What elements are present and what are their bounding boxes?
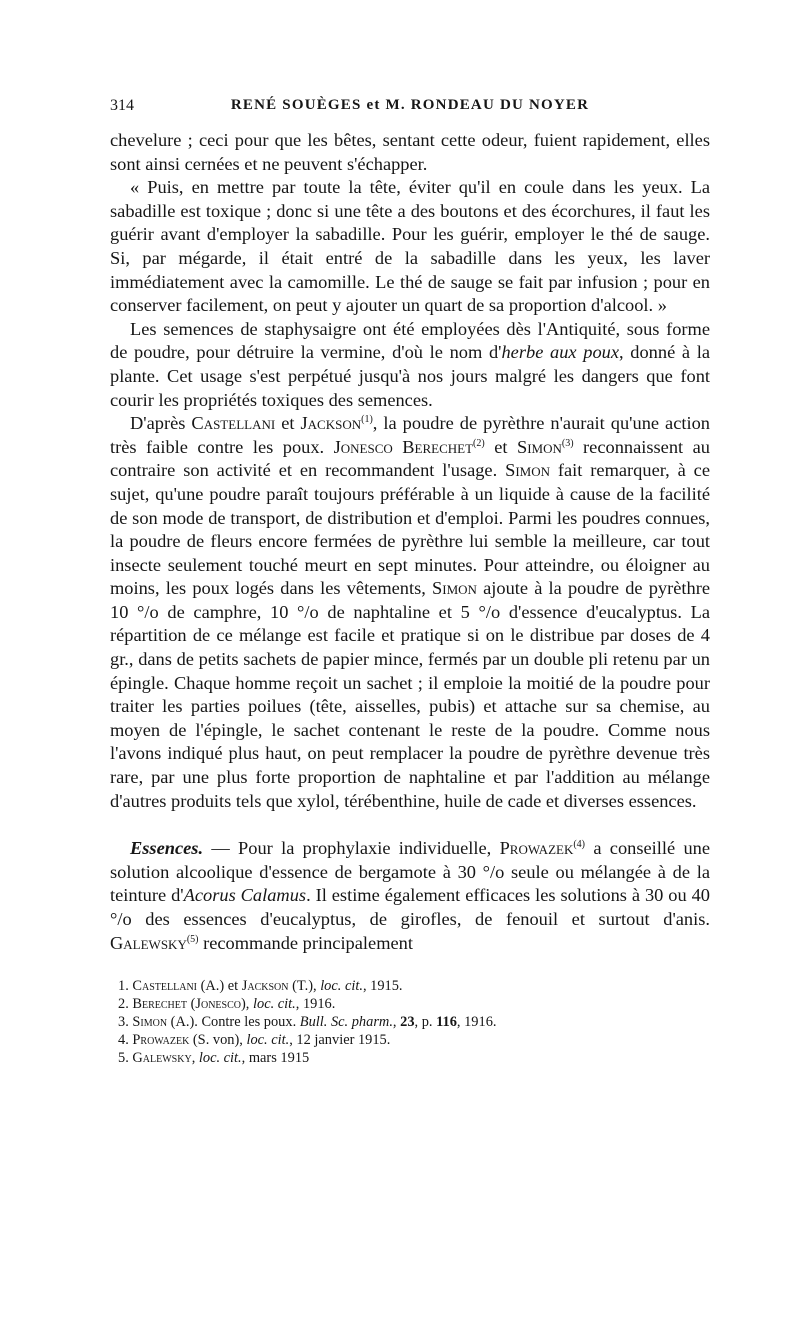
footnote-number: 2.: [118, 996, 129, 1013]
footnote-ref: (1): [361, 414, 373, 426]
footnote-ref: (5): [186, 933, 199, 945]
text-run: , 1916.: [456, 1014, 497, 1031]
author-name: Berechet: [132, 996, 187, 1013]
footnote-5: [110, 1049, 710, 1067]
text-run: , 12 janvier 1915.: [289, 1032, 391, 1049]
text-run: , donné à la plante. Cet usage s'est perpétué jusqu'à nos jours malgré les dangers que font courir les propriétés toxiques des semences.: [110, 342, 711, 410]
page-header: [110, 97, 710, 119]
paragraph-1: chevelure ; ceci pour que les bêtes, sentant cette odeur, fuient rapidement, elles sont ainsi cernées et ne peuvent s'échapper.: [110, 130, 710, 174]
italic-phrase: herbe aux poux: [501, 342, 620, 363]
text-run: et: [484, 436, 517, 457]
footnote-2: [110, 995, 710, 1013]
citation-ref: loc. cit.: [198, 1050, 242, 1067]
journal-page: 116: [436, 1014, 457, 1031]
text-run: reconnaissent au contraire son activité et en recommandent l'usage.: [110, 436, 710, 481]
citation-ref: loc. cit.: [246, 1032, 290, 1049]
footnote-ref: (4): [573, 839, 586, 851]
author-name: Galewsky: [132, 1050, 192, 1067]
footnote-number: 4.: [118, 1032, 129, 1049]
text-run: , 1915.: [362, 978, 403, 995]
paragraph-4: [110, 412, 710, 813]
paragraph-5: [110, 837, 710, 955]
text-run: D'après: [130, 413, 192, 434]
footnote-3: [110, 1013, 710, 1031]
author-name: Jackson: [300, 413, 362, 434]
author-name: Prowazek: [132, 1032, 190, 1049]
italic-phrase: Acorus Calamus: [183, 885, 307, 906]
citation-ref: loc. cit.: [320, 978, 363, 995]
text-run: , 1916.: [295, 996, 336, 1013]
footnote-4: [110, 1031, 710, 1049]
text-run: — Pour la prophylaxie individuelle,: [203, 838, 500, 859]
footnote-ref: (2): [473, 437, 485, 449]
text-run: (S. von),: [189, 1032, 247, 1049]
text-run: Les semences de staphysaigre ont été employées dès l'Antiquité, sous forme de poudre, pour détruire la vermine, d'où le nom d': [110, 318, 710, 363]
body-text: [110, 129, 710, 955]
text-run: (: [187, 996, 196, 1013]
footnote-1: [110, 977, 710, 995]
text-run: ,: [191, 1050, 199, 1067]
author-name: Galewsky: [110, 932, 187, 953]
text-run: , mars 1915: [241, 1050, 310, 1067]
author-name: Simon: [505, 460, 550, 481]
text-run: recommande principalement: [198, 932, 413, 953]
author-name: Jonesco Berechet: [333, 436, 474, 457]
running-head: RENÉ SOUÈGES et M. RONDEAU DU NOYER: [230, 97, 590, 113]
text-run: (T.),: [288, 978, 321, 995]
text-run: (A.) et: [197, 978, 242, 995]
text-run: . Il estime également efficaces les solutions à 30 ou 40 °/o des essences d'eucalyptus, de girofles, de fenouil et surtout d'anis.: [110, 885, 710, 929]
author-name: Simon: [132, 1014, 168, 1031]
author-name: Jonesco: [195, 996, 241, 1013]
journal-title: Bull. Sc. pharm.: [299, 1014, 393, 1031]
footnote-number: 1.: [118, 978, 129, 995]
text-run: et: [275, 413, 301, 434]
text-run: ),: [241, 996, 253, 1013]
author-name: Prowazek: [499, 838, 574, 859]
document-page: [110, 97, 710, 1067]
text-run: ,: [392, 1014, 401, 1031]
author-name: Castellani: [132, 978, 197, 995]
text-run: , p.: [414, 1014, 437, 1031]
author-name: Simon: [432, 578, 477, 599]
section-heading: Essences.: [130, 838, 204, 859]
citation-ref: loc. cit.: [253, 996, 296, 1013]
author-name: Castellani: [191, 413, 276, 434]
author-name: Simon: [516, 436, 562, 457]
journal-volume: 23: [400, 1014, 415, 1031]
footnote-number: 5.: [118, 1050, 129, 1067]
paragraph-2: « Puis, en mettre par toute la tête, éviter qu'il en coule dans les yeux. La sabadille est toxique ; donc si une tête a des boutons et des écorchures, il faut les guérir avant d'employer la sabadille. Pour les guérir, employer le thé de sauge. Si, par mégarde, il était entré de la sabadille dans les yeux, les laver immédiatement avec la camomille. Le thé de sauge se fait par infusion ; pour en conserver facilement, on peut y ajouter un quart de sa proportion d'alcool. »: [110, 177, 710, 316]
text-run: (A.). Contre les poux.: [167, 1014, 300, 1031]
footnotes: [110, 977, 710, 1067]
author-name: Jackson: [241, 978, 289, 995]
paragraph-3: [110, 318, 710, 412]
text-run: fait remarquer, à ce sujet, qu'une poudre paraît toujours préférable à un liquide à cause de la facilité de son mode de transport, de distribution et d'emploi. Parmi les poudres connues, la poudre de fleurs encore fermées de pyrèthre lui semble la meilleure, car tout insecte seulement touché meurt en sept minutes. Pour atteindre, ou éloigner au moins, les poux logés dans les vêtements,: [110, 460, 710, 599]
footnote-ref: (3): [561, 437, 574, 449]
page-number: 314: [110, 97, 134, 114]
footnote-number: 3.: [118, 1014, 129, 1031]
text-run: ajoute à la poudre de pyrèthre 10 °/o de camphre, 10 °/o de naphtaline et 5 °/o d'essence d'eucalyptus. La répartition de ce mélange est facile et pratique si on le distribue par doses de 4 gr., dans de petits sachets de papier mince, fermés par un double pli retenu par un épingle. Chaque homme reçoit un sachet ; il emploie la moitié de la poudre pour traiter les parties poilues (tête, aisselles, pubis) et attache sur sa chemise, au moyen de l'épingle, le sachet contenant le reste de la poudre. Comme nous l'avons indiqué plus haut, on peut remplacer la poudre de pyrèthre devenue très rare, par une plus forte proportion de naphtaline et par l'addition au mélange d'autres produits tels que xylol, térébenthine, huile de cade et diverses essences.: [110, 578, 711, 811]
text-run: a conseillé une solution alcoolique d'essence de bergamote à 30 °/o seule ou mélangée à de la teinture d': [110, 838, 710, 906]
text-run: , la poudre de pyrèthre n'aurait qu'une action très faible contre les poux.: [110, 413, 710, 457]
